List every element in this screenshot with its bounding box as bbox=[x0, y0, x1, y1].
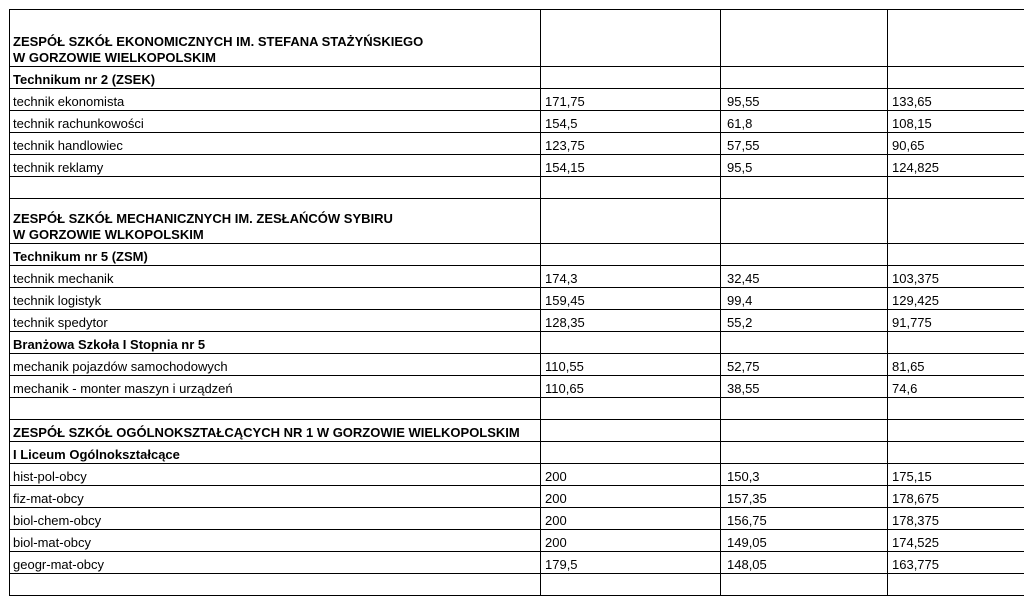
empty-cell[interactable] bbox=[888, 67, 1024, 89]
empty-cell[interactable] bbox=[721, 67, 888, 89]
profile-name-cell[interactable]: biol-chem-obcy bbox=[10, 508, 541, 530]
max-score-cell[interactable]: 154,15 bbox=[541, 155, 721, 177]
empty-cell[interactable] bbox=[541, 574, 721, 596]
min-score-cell[interactable]: 32,45 bbox=[721, 266, 888, 288]
empty-cell[interactable] bbox=[888, 10, 1024, 67]
school-title: ZESPÓŁ SZKÓŁ OGÓLNOKSZTAŁCĄCYCH NR 1 W GORZOWIE WIELKOPOLSKIM bbox=[13, 425, 536, 441]
empty-cell[interactable] bbox=[721, 574, 888, 596]
school-type-row bbox=[10, 244, 1024, 266]
table-row bbox=[10, 310, 1024, 332]
avg-score-cell[interactable]: 74,6 bbox=[888, 376, 1024, 398]
avg-score-cell[interactable]: 175,15 bbox=[888, 464, 1024, 486]
school-name-cell[interactable] bbox=[10, 199, 541, 244]
max-score-cell[interactable]: 174,3 bbox=[541, 266, 721, 288]
school-type-cell[interactable]: Technikum nr 2 (ZSEK) bbox=[10, 67, 541, 89]
avg-score-cell[interactable]: 133,65 bbox=[888, 89, 1024, 111]
min-score-cell[interactable]: 61,8 bbox=[721, 111, 888, 133]
avg-score-cell[interactable]: 129,425 bbox=[888, 288, 1024, 310]
school-type-cell[interactable]: Branżowa Szkoła I Stopnia nr 5 bbox=[10, 332, 541, 354]
avg-score-cell[interactable]: 163,775 bbox=[888, 552, 1024, 574]
empty-cell[interactable] bbox=[721, 332, 888, 354]
empty-cell[interactable] bbox=[541, 177, 721, 199]
min-score-cell[interactable]: 55,2 bbox=[721, 310, 888, 332]
score-table bbox=[9, 9, 1024, 596]
profile-name-cell[interactable]: technik ekonomista bbox=[10, 89, 541, 111]
profile-name-cell[interactable]: biol-mat-obcy bbox=[10, 530, 541, 552]
score-table-body bbox=[10, 10, 1024, 596]
empty-cell[interactable] bbox=[541, 398, 721, 420]
avg-score-cell[interactable]: 178,675 bbox=[888, 486, 1024, 508]
empty-cell[interactable] bbox=[888, 574, 1024, 596]
min-score-cell[interactable]: 95,5 bbox=[721, 155, 888, 177]
min-score-cell[interactable]: 99,4 bbox=[721, 288, 888, 310]
blank-row bbox=[10, 177, 1024, 199]
avg-score-cell[interactable]: 108,15 bbox=[888, 111, 1024, 133]
empty-cell[interactable] bbox=[721, 10, 888, 67]
empty-cell[interactable] bbox=[721, 398, 888, 420]
profile-name-cell[interactable]: mechanik pojazdów samochodowych bbox=[10, 354, 541, 376]
empty-cell[interactable] bbox=[888, 332, 1024, 354]
school-type-row bbox=[10, 442, 1024, 464]
avg-score-cell[interactable]: 90,65 bbox=[888, 133, 1024, 155]
profile-name-cell[interactable]: technik rachunkowości bbox=[10, 111, 541, 133]
min-score-cell[interactable]: 150,3 bbox=[721, 464, 888, 486]
empty-cell[interactable] bbox=[541, 10, 721, 67]
profile-name-cell[interactable]: technik reklamy bbox=[10, 155, 541, 177]
table-row bbox=[10, 530, 1024, 552]
min-score-cell[interactable]: 156,75 bbox=[721, 508, 888, 530]
max-score-cell[interactable]: 179,5 bbox=[541, 552, 721, 574]
empty-cell[interactable] bbox=[888, 177, 1024, 199]
table-row bbox=[10, 486, 1024, 508]
max-score-cell[interactable]: 200 bbox=[541, 486, 721, 508]
max-score-cell[interactable]: 154,5 bbox=[541, 111, 721, 133]
blank-row bbox=[10, 574, 1024, 596]
spreadsheet bbox=[9, 9, 1024, 596]
table-row bbox=[10, 266, 1024, 288]
avg-score-cell[interactable]: 178,375 bbox=[888, 508, 1024, 530]
max-score-cell[interactable]: 200 bbox=[541, 530, 721, 552]
min-score-cell[interactable]: 148,05 bbox=[721, 552, 888, 574]
min-score-cell[interactable]: 57,55 bbox=[721, 133, 888, 155]
profile-name-cell[interactable]: technik spedytor bbox=[10, 310, 541, 332]
school-type-row bbox=[10, 332, 1024, 354]
school-title: ZESPÓŁ SZKÓŁ EKONOMICZNYCH IM. STEFANA STAŻYŃSKIEGO W GORZOWIE WIELKOPOLSKIM bbox=[13, 34, 536, 66]
avg-score-cell[interactable]: 91,775 bbox=[888, 310, 1024, 332]
empty-cell[interactable] bbox=[721, 244, 888, 266]
max-score-cell[interactable]: 200 bbox=[541, 464, 721, 486]
avg-score-cell[interactable]: 174,525 bbox=[888, 530, 1024, 552]
profile-name-cell[interactable]: fiz-mat-obcy bbox=[10, 486, 541, 508]
school-name-cell[interactable] bbox=[10, 420, 541, 442]
empty-cell[interactable] bbox=[10, 177, 541, 199]
empty-cell[interactable] bbox=[721, 199, 888, 244]
table-row bbox=[10, 354, 1024, 376]
school-header-row bbox=[10, 10, 1024, 67]
table-row bbox=[10, 464, 1024, 486]
empty-cell[interactable] bbox=[888, 199, 1024, 244]
max-score-cell[interactable]: 110,65 bbox=[541, 376, 721, 398]
empty-cell[interactable] bbox=[721, 420, 888, 442]
profile-name-cell[interactable]: mechanik - monter maszyn i urządzeń bbox=[10, 376, 541, 398]
min-score-cell[interactable]: 149,05 bbox=[721, 530, 888, 552]
school-name-cell[interactable] bbox=[10, 10, 541, 67]
max-score-cell[interactable]: 171,75 bbox=[541, 89, 721, 111]
table-row bbox=[10, 508, 1024, 530]
school-header-row bbox=[10, 199, 1024, 244]
avg-score-cell[interactable]: 124,825 bbox=[888, 155, 1024, 177]
profile-name-cell[interactable]: hist-pol-obcy bbox=[10, 464, 541, 486]
empty-cell[interactable] bbox=[888, 244, 1024, 266]
min-score-cell[interactable]: 52,75 bbox=[721, 354, 888, 376]
blank-row bbox=[10, 398, 1024, 420]
max-score-cell[interactable]: 123,75 bbox=[541, 133, 721, 155]
empty-cell[interactable] bbox=[888, 398, 1024, 420]
school-title: ZESPÓŁ SZKÓŁ MECHANICZNYCH IM. ZESŁAŃCÓW SYBIRU W GORZOWIE WLKOPOLSKIM bbox=[13, 211, 536, 243]
empty-cell[interactable] bbox=[888, 442, 1024, 464]
school-type-cell[interactable]: Technikum nr 5 (ZSM) bbox=[10, 244, 541, 266]
empty-cell[interactable] bbox=[10, 574, 541, 596]
empty-cell[interactable] bbox=[721, 177, 888, 199]
table-row bbox=[10, 288, 1024, 310]
max-score-cell[interactable]: 128,35 bbox=[541, 310, 721, 332]
empty-cell[interactable] bbox=[541, 420, 721, 442]
empty-cell[interactable] bbox=[541, 442, 721, 464]
table-row bbox=[10, 376, 1024, 398]
profile-name-cell[interactable]: technik handlowiec bbox=[10, 133, 541, 155]
table-row bbox=[10, 552, 1024, 574]
empty-cell[interactable] bbox=[541, 199, 721, 244]
table-row bbox=[10, 111, 1024, 133]
min-score-cell[interactable]: 95,55 bbox=[721, 89, 888, 111]
max-score-cell[interactable]: 159,45 bbox=[541, 288, 721, 310]
table-row bbox=[10, 133, 1024, 155]
min-score-cell[interactable]: 38,55 bbox=[721, 376, 888, 398]
max-score-cell[interactable]: 110,55 bbox=[541, 354, 721, 376]
empty-cell[interactable] bbox=[541, 67, 721, 89]
school-type-row bbox=[10, 67, 1024, 89]
school-type-cell[interactable]: I Liceum Ogólnokształcące bbox=[10, 442, 541, 464]
min-score-cell[interactable]: 157,35 bbox=[721, 486, 888, 508]
empty-cell[interactable] bbox=[541, 332, 721, 354]
profile-name-cell[interactable]: technik logistyk bbox=[10, 288, 541, 310]
table-row bbox=[10, 89, 1024, 111]
school-header-row bbox=[10, 420, 1024, 442]
empty-cell[interactable] bbox=[10, 398, 541, 420]
avg-score-cell[interactable]: 81,65 bbox=[888, 354, 1024, 376]
table-row bbox=[10, 155, 1024, 177]
profile-name-cell[interactable]: technik mechanik bbox=[10, 266, 541, 288]
max-score-cell[interactable]: 200 bbox=[541, 508, 721, 530]
empty-cell[interactable] bbox=[721, 442, 888, 464]
avg-score-cell[interactable]: 103,375 bbox=[888, 266, 1024, 288]
empty-cell[interactable] bbox=[888, 420, 1024, 442]
empty-cell[interactable] bbox=[541, 244, 721, 266]
profile-name-cell[interactable]: geogr-mat-obcy bbox=[10, 552, 541, 574]
